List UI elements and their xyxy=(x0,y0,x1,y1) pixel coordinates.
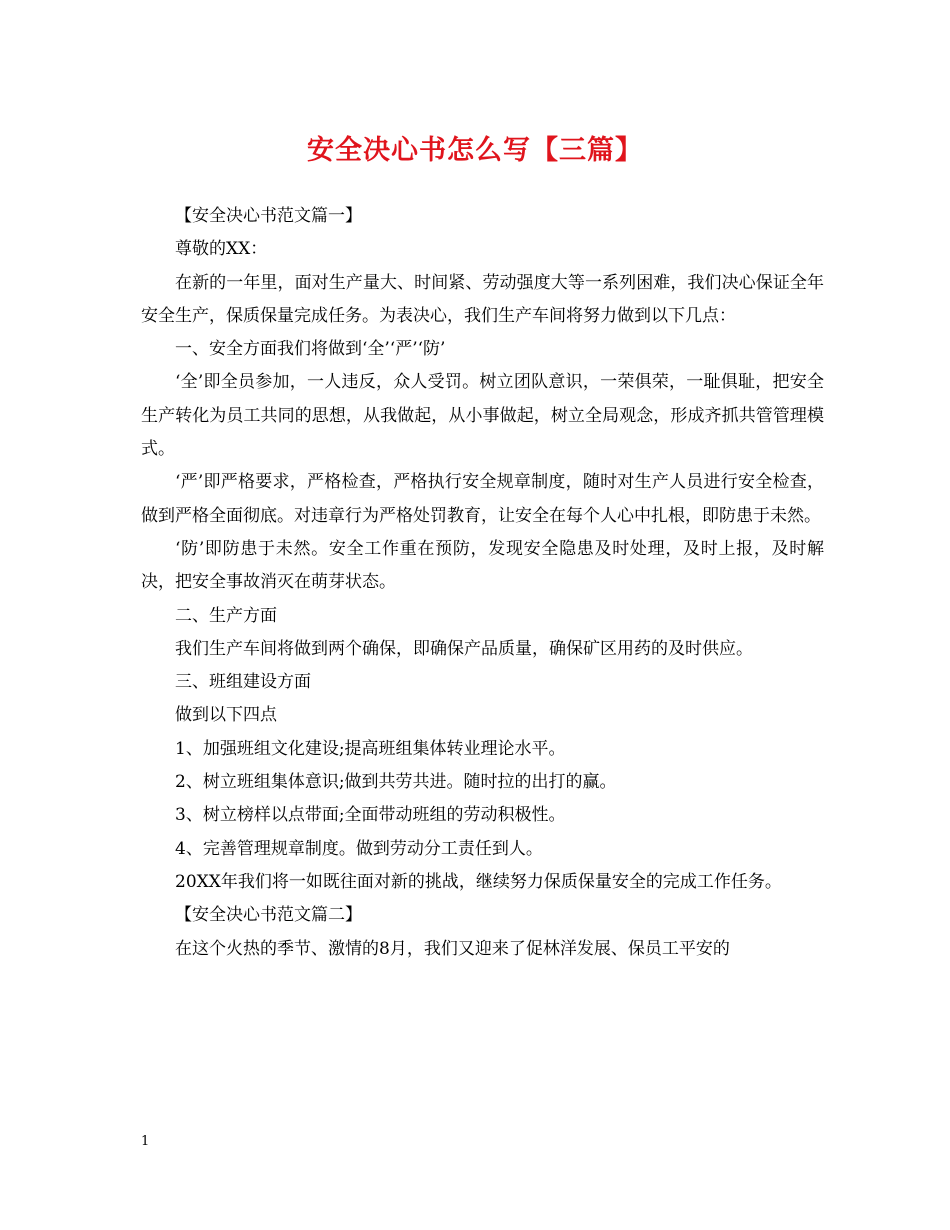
list-item: 2、树立班组集体意识;做到共劳共进。随时拉的出打的赢。 xyxy=(175,772,617,793)
body-paragraph: ‘严’即严格要求，严格检查，严格执行安全规章制度，随时对生产人员进行安全检查，做到严格全面彻底。对违章行为严格处罚教育，让安全在每个人心中扎根，即防患于未然。 xyxy=(141,472,824,526)
body-paragraph: 在这个火热的季节、激情的8月，我们又迎来了促林洋发展、保员工平安的 xyxy=(175,938,730,959)
body-paragraph: ‘防’即防患于未然。安全工作重在预防，发现安全隐患及时处理，及时上报，及时解决，把安全事故消灭在萌芽状态。 xyxy=(141,538,824,593)
body-paragraph: 我们生产车间将做到两个确保，即确保产品质量，确保矿区用药的及时供应。 xyxy=(175,638,753,659)
body-paragraph: ‘全’即全员参加，一人违反，众人受罚。树立团队意识，一荣俱荣，一耻俱耻，把安全生产转化为员工共同的思想，从我做起，从小事做起，树立全局观念，形成齐抓共管管理模式。 xyxy=(141,372,824,460)
list-item: 3、树立榜样以点带面;全面带动班组的劳动积极性。 xyxy=(175,805,566,826)
document-title: 安全决心书怎么写【三篇】 xyxy=(307,135,643,166)
subheading-production: 二、生产方面 xyxy=(175,605,277,626)
subheading-team-building: 三、班组建设方面 xyxy=(175,672,311,693)
page-number: 1 xyxy=(141,1134,150,1149)
section-heading-2: 【安全决心书范文篇二】 xyxy=(175,905,362,926)
list-item: 4、完善管理规章制度。做到劳动分工责任到人。 xyxy=(175,838,543,859)
section-heading-1: 【安全决心书范文篇一】 xyxy=(175,206,362,226)
body-paragraph: 在新的一年里，面对生产量大、时间紧、劳动强度大等一系列困难，我们决心保证全年安全生产，保质保量完成任务。为表决心，我们生产车间将努力做到以下几点： xyxy=(141,272,824,326)
salutation: 尊敬的XX： xyxy=(175,239,268,260)
list-item: 1、加强班组文化建设;提高班组集体转业理论水平。 xyxy=(175,738,566,759)
subheading-safety: 一、安全方面我们将做到‘全’‘严’‘防’ xyxy=(175,339,446,360)
body-paragraph: 20XX年我们将一如既往面对新的挑战，继续努力保质保量安全的完成工作任务。 xyxy=(175,871,782,892)
body-paragraph: 做到以下四点 xyxy=(175,705,277,726)
document-body xyxy=(141,200,824,966)
